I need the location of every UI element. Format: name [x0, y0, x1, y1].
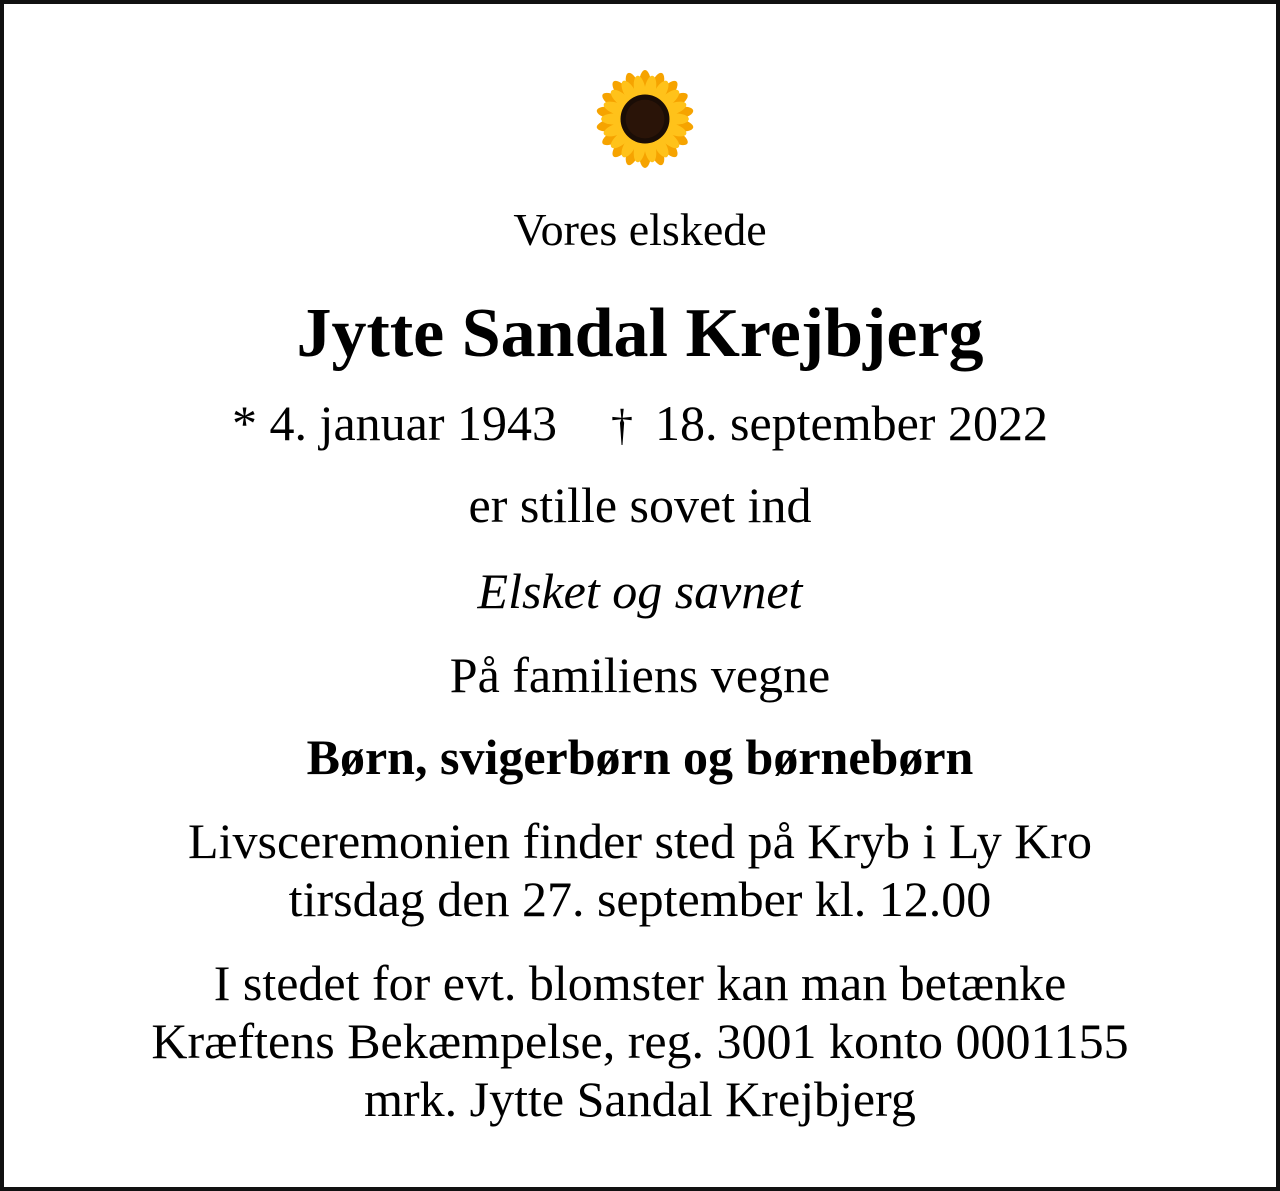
ceremony-time: tirsdag den 27. september kl. 12.00 — [288, 871, 992, 927]
birth-date: * 4. januar 1943 — [232, 395, 557, 451]
donation-info — [4, 954, 1276, 1128]
donation-line-3: mrk. Jytte Sandal Krejbjerg — [364, 1071, 916, 1127]
family-signature: Børn, svigerbørn og børnebørn — [306, 729, 974, 785]
donation-line-1: I stedet for evt. blomster kan man betænke — [213, 955, 1067, 1011]
donation-line-2: Kræftens Bekæmpelse, reg. 3001 konto 0001155 — [151, 1013, 1129, 1069]
loved-text: Elsket og savnet — [477, 563, 803, 619]
deceased-name: Jytte Sandal Krejbjerg — [296, 295, 984, 372]
life-dates — [4, 394, 1276, 455]
on-behalf-text: På familiens vegne — [449, 647, 831, 703]
sunflower-icon — [594, 68, 696, 170]
ceremony-place: Livsceremonien finder sted på Kryb i Ly Kro — [188, 813, 1092, 869]
ceremony-info — [4, 812, 1276, 928]
intro-text: Vores elskede — [513, 204, 767, 255]
dagger-symbol: † — [610, 401, 633, 450]
death-date: 18. september 2022 — [654, 395, 1048, 451]
passing-message: er stille sovet ind — [468, 477, 812, 533]
